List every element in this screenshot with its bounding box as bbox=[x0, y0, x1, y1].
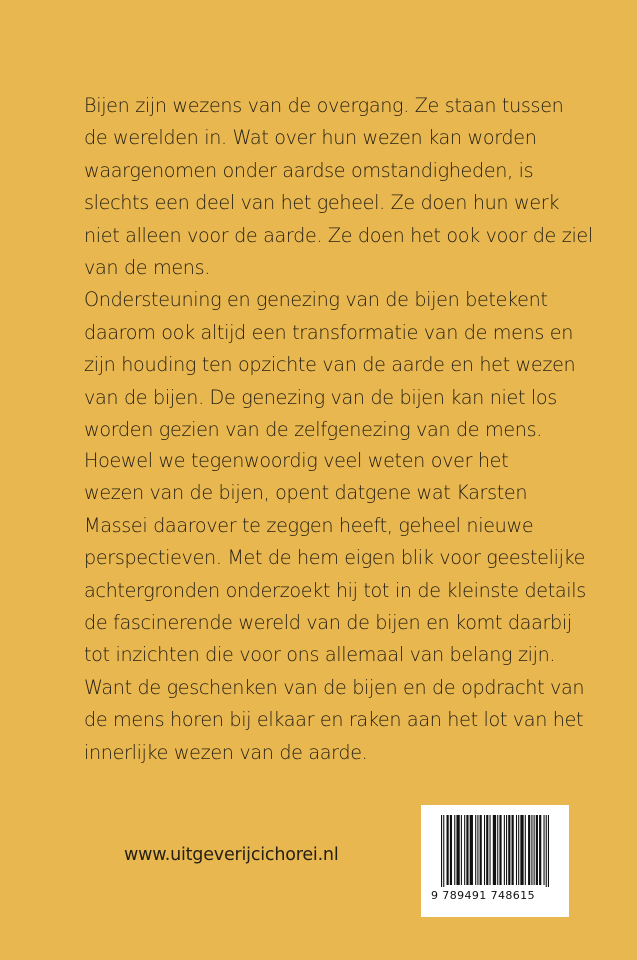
blurb-line: worden gezien van de zelfgenezing van de mens. bbox=[84, 418, 543, 442]
blurb-line: slechts een deel van het geheel. Ze doen hun werk bbox=[84, 191, 560, 215]
blurb-line: innerlijke wezen van de aarde. bbox=[84, 740, 368, 764]
blurb-line: van de bijen. De genezing van de bijen kan niet los bbox=[84, 385, 557, 409]
barcode-bar bbox=[499, 815, 501, 885]
publisher-website[interactable]: www.uitgeverijcichorei.nl bbox=[124, 845, 339, 865]
barcode-bar bbox=[543, 815, 544, 885]
barcode-bar bbox=[525, 815, 526, 885]
barcode-bar bbox=[506, 815, 507, 885]
barcode-bar bbox=[450, 815, 452, 885]
blurb-line: wezen van de bijen, opent datgene wat Karsten bbox=[84, 481, 528, 505]
blurb-line: zijn houding ten opzichte van de aarde en het wezen bbox=[84, 353, 576, 377]
barcode-bar bbox=[512, 815, 514, 885]
blurb-line: achtergronden onderzoekt hij tot in de kleinste details bbox=[84, 578, 586, 602]
barcode-bar bbox=[546, 815, 547, 887]
barcode-bars bbox=[441, 815, 549, 887]
blurb-line: tot inzichten die voor ons allemaal van belang zijn. bbox=[84, 643, 556, 667]
barcode-bar bbox=[518, 815, 519, 885]
barcode-bar bbox=[454, 815, 455, 885]
blurb-line: daarom ook altijd een transformatie van de mens en bbox=[84, 320, 574, 344]
blurb-line: van de mens. bbox=[84, 256, 211, 280]
barcode-bar bbox=[441, 815, 442, 887]
barcode-bar bbox=[493, 815, 496, 885]
blurb-line: niet alleen voor de aarde. Ze doen het ook voor de ziel bbox=[84, 223, 593, 247]
barcode-bar bbox=[520, 815, 523, 885]
blurb-line: Bijen zijn wezens van de overgang. Ze staan tussen bbox=[84, 94, 564, 117]
barcode-bar bbox=[475, 815, 476, 885]
barcode-bar bbox=[516, 815, 517, 885]
isbn-number: 9 789491 748615 bbox=[431, 889, 535, 902]
blurb-line: de werelden in. Wat over hun wezen kan worden bbox=[84, 126, 537, 150]
barcode-bar bbox=[484, 815, 485, 885]
barcode-bar bbox=[534, 815, 535, 885]
barcode-bar bbox=[456, 815, 459, 885]
blurb-line: Ondersteuning en genezing van de bijen betekent bbox=[84, 288, 548, 312]
blurb-line: de fascinerende wereld van de bijen en komt daarbij bbox=[84, 611, 572, 635]
blurb-line: Massei daarover te zeggen heeft, geheel nieuwe bbox=[84, 513, 534, 537]
blurb-paragraph-1 bbox=[84, 90, 604, 446]
barcode-bar bbox=[477, 815, 478, 885]
barcode-bar bbox=[528, 815, 530, 885]
isbn-barcode bbox=[421, 805, 569, 917]
blurb-paragraph-2 bbox=[84, 445, 604, 769]
barcode-bar bbox=[531, 815, 532, 885]
barcode-bar bbox=[464, 815, 465, 885]
barcode-bar bbox=[486, 815, 488, 885]
blurb-line: de mens horen bij elkaar en raken aan het lot van het bbox=[84, 708, 584, 732]
barcode-bar bbox=[470, 815, 473, 885]
barcode-bar bbox=[548, 815, 549, 887]
barcode-bar bbox=[508, 815, 510, 885]
barcode-bar bbox=[536, 815, 538, 885]
blurb-line: perspectieven. Met de hem eigen blik voor geestelijke bbox=[84, 546, 586, 570]
barcode-bar bbox=[489, 815, 490, 885]
barcode-bar bbox=[480, 815, 482, 885]
blurb-line: Want de geschenken van de bijen en de opdracht van bbox=[84, 675, 585, 699]
barcode-bar bbox=[504, 815, 505, 885]
barcode-bar bbox=[461, 815, 462, 885]
barcode-bar bbox=[539, 815, 541, 885]
blurb-line: Hoewel we tegenwoordig veel weten over het bbox=[84, 449, 509, 472]
barcode-bar bbox=[447, 815, 449, 885]
barcode-bar bbox=[443, 815, 444, 887]
blurb-line: waargenomen onder aardse omstandigheden, is bbox=[84, 158, 534, 182]
barcode-bar bbox=[466, 815, 468, 885]
barcode-bar bbox=[497, 815, 498, 885]
